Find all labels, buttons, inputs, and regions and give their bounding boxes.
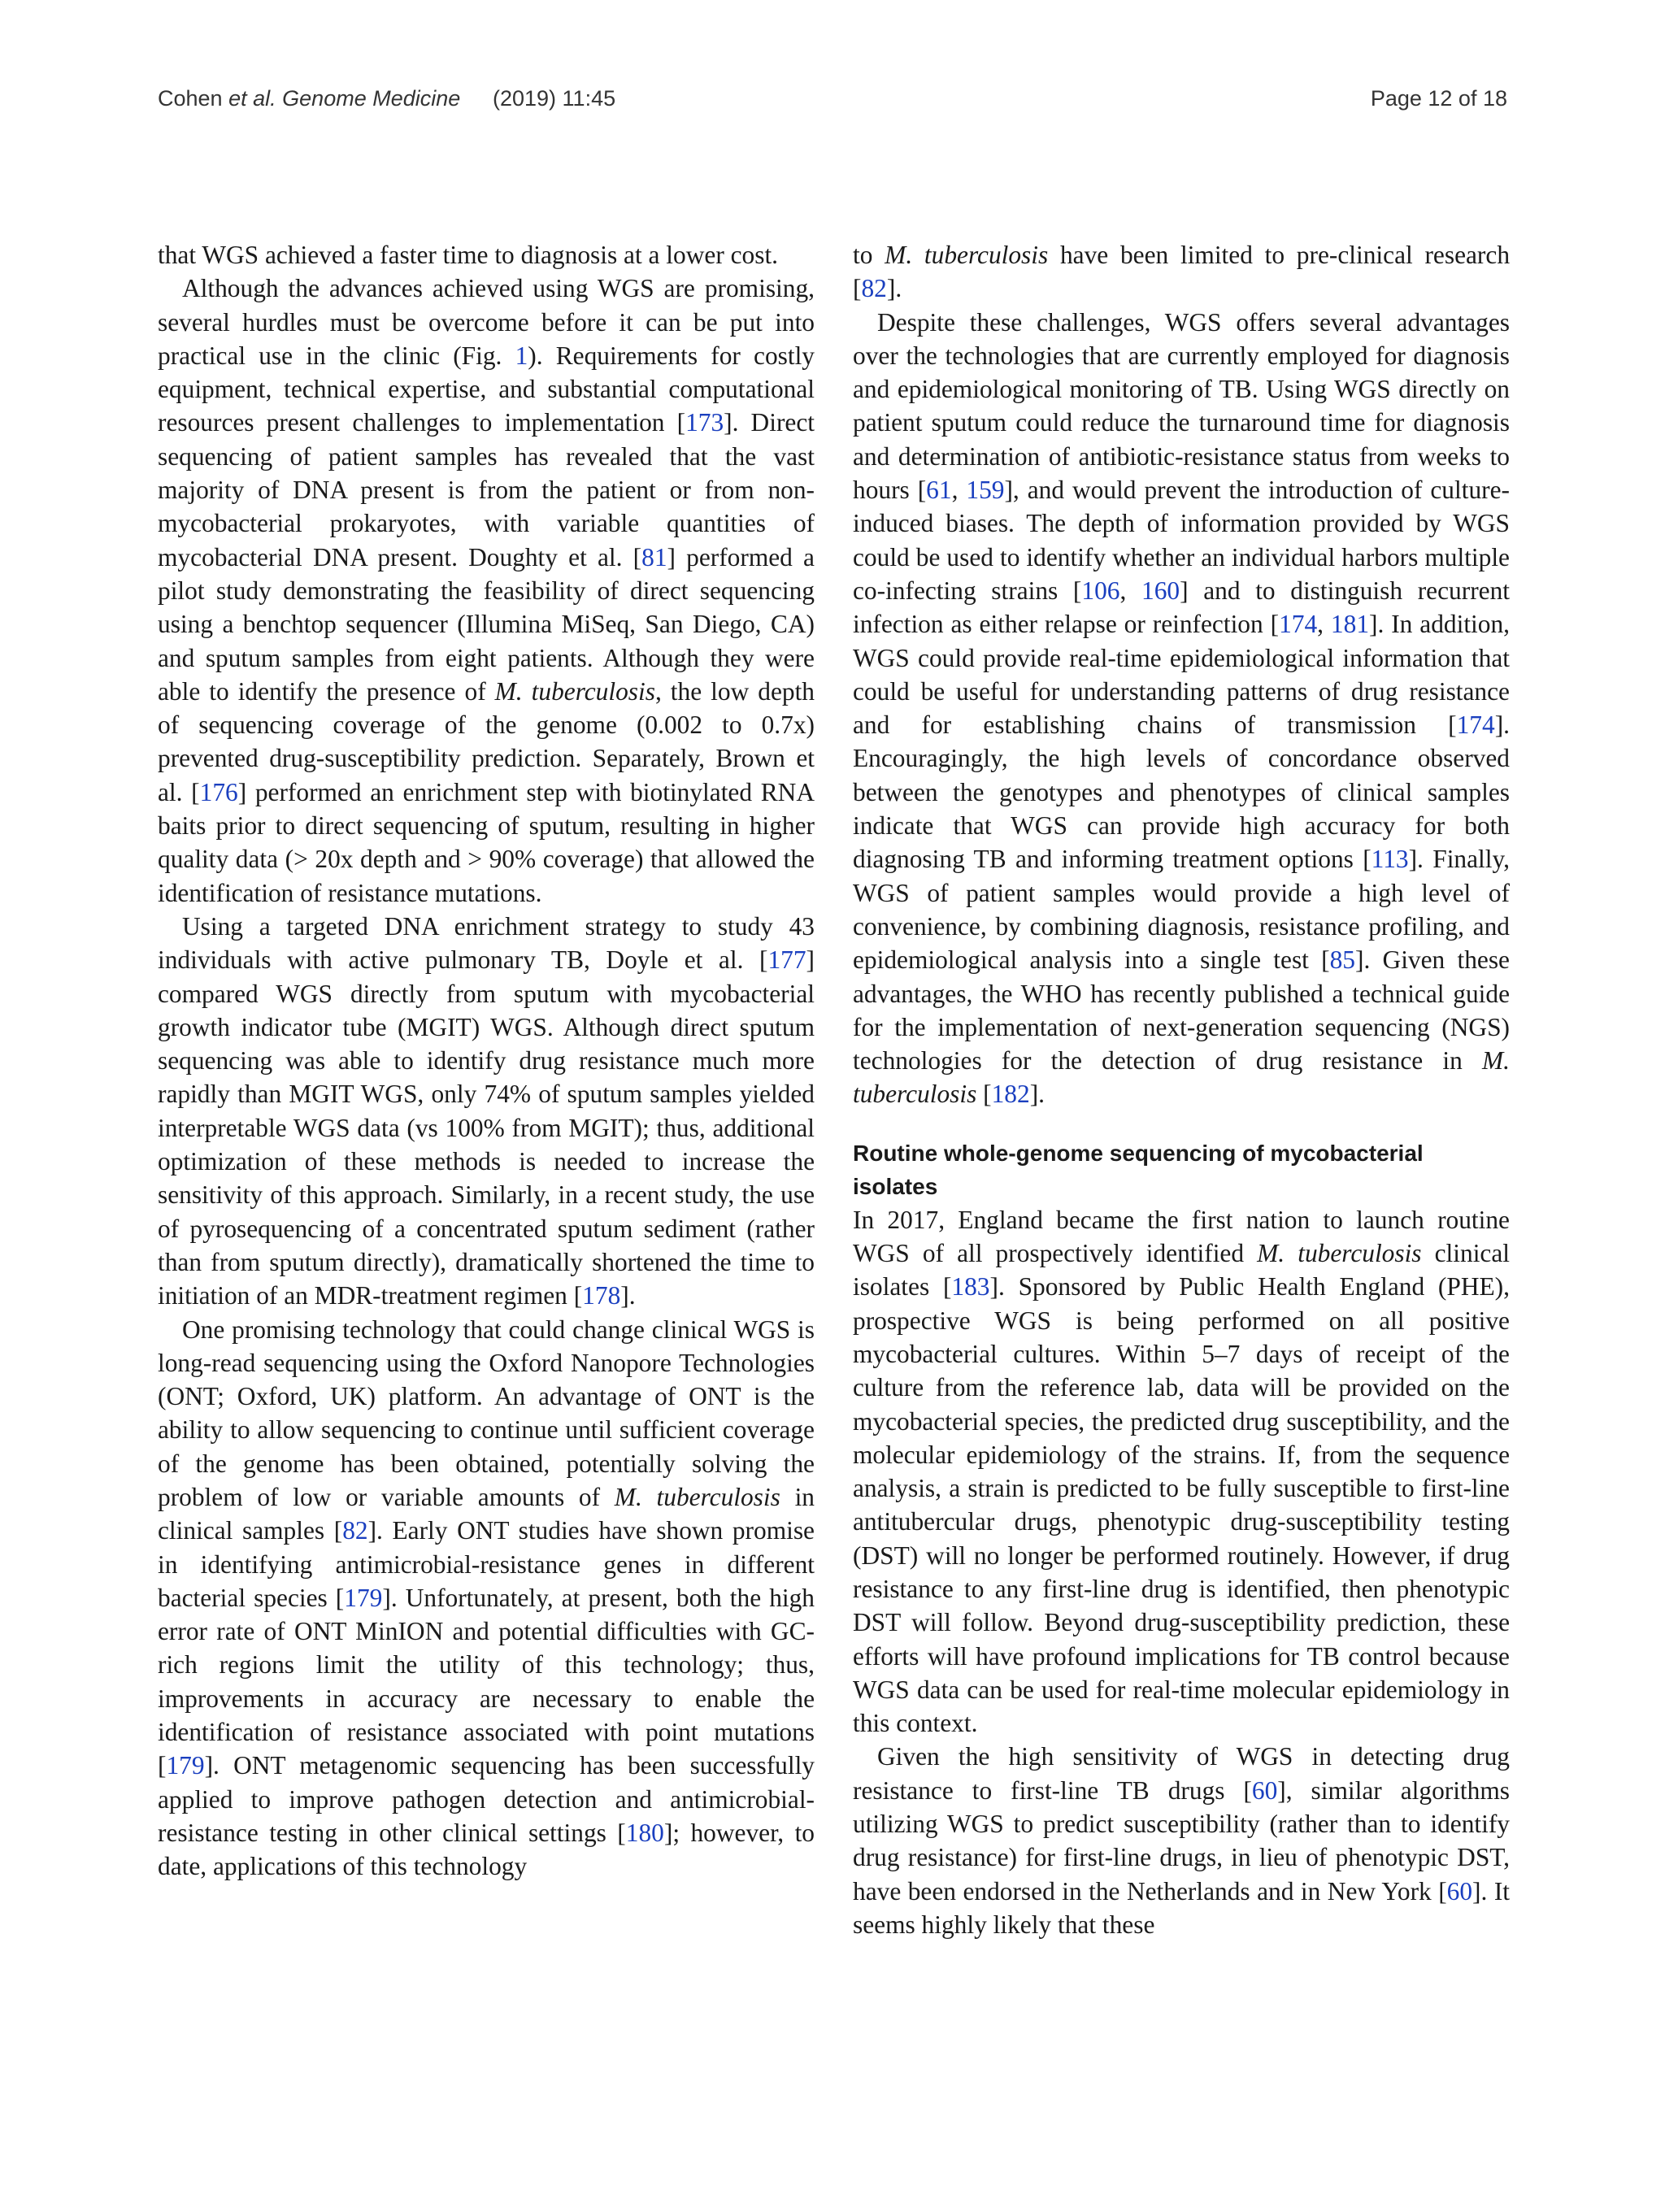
section-heading: Routine whole-genome sequencing of mycobacterial isolates xyxy=(853,1140,1424,1199)
citation-link[interactable]: 173 xyxy=(685,408,724,437)
citation-link[interactable]: 60 xyxy=(1251,1775,1278,1805)
paragraph: that WGS achieved a faster time to diagnosis at a lower cost. xyxy=(158,241,779,269)
header-journal: Genome Medicine xyxy=(282,86,461,111)
citation-link[interactable]: 176 xyxy=(199,777,238,806)
journal-citation xyxy=(158,86,460,111)
paragraph: Although the advances achieved using WGS are promising, several hurdles must be overcome before it can be put into practical use in the clinic (Fig. 1). Requirements for costly equipment, technical expertise, and substantial computational resources present challenges to implementation [173]. Direct sequencing of patient samples has revealed that the vast majority of DNA present is from the patient or from non-mycobacterial prokaryotes, with variable quantities of mycobacterial DNA present. Doughty et al. [81] performed a pilot study demonstrating the feasibility of direct sequencing using a benchtop sequencer (Illumina MiSeq, San Diego, CA) and sputum samples from eight patients. Although they were able to identify the presence of M. tuberculosis, the low depth of sequencing coverage of the genome (0.002 to 0.7x) prevented drug-susceptibility prediction. Separately, Brown et al. [176] performed an enrichment step with biotinylated RNA baits prior to direct sequencing of sputum, resulting in higher quality data (> 20x depth and > 90% coverage) that allowed the identification of resistance mutations. xyxy=(158,274,815,907)
header-authors: Cohen xyxy=(158,86,223,111)
paragraph: Despite these challenges, WGS offers several advantages over the technologies that are currently employed for diagnosis and epidemiological monitoring of TB. Using WGS directly on patient sputum could reduce the turnaround time for diagnosis and determination of antibiotic-resistance status from weeks to hours [61, 159], and would prevent the introduction of culture-induced biases. The depth of information provided by WGS could be used to identify whether an individual harbors multiple co-infecting strains [106, 160] and to distinguish recurrent infection as either relapse or reinfection [174, 181]. In addition, WGS could provide real-time epidemiological information that could be useful for understanding patterns of drug resistance and for establishing chains of transmission [174]. Encouragingly, the high levels of concordance observed between the genotypes and phenotypes of clinical samples indicate that WGS can provide high accuracy for both diagnosing TB and informing treatment options [113]. Finally, WGS of patient samples would provide a high level of convenience, by combining diagnosis, resistance profiling, and epidemiological analysis into a single test [85]. Given these advantages, the WHO has recently published a technical guide for the implementation of next-generation sequencing (NGS) technologies for the detection of drug resistance in M. tuberculosis [182]. xyxy=(853,307,1511,1109)
citation-link[interactable]: 85 xyxy=(1329,945,1355,975)
citation-link[interactable]: 82 xyxy=(861,274,887,303)
paragraph: Given the high sensitivity of WGS in detecting drug resistance to first-line TB drugs [60], similar algorithms utilizing WGS to predict susceptibility (rather than to identify drug resistance) for first-line drugs, in lieu of phenotypic DST, have been endorsed in the Netherlands and in New York [60]. It seems highly likely that these xyxy=(853,1742,1510,1939)
paragraph: to M. tuberculosis have been limited to pre-clinical research [82]. xyxy=(853,241,1511,303)
citation-link[interactable]: 113 xyxy=(1371,845,1409,874)
citation-link[interactable]: 81 xyxy=(641,542,667,571)
citation-link[interactable]: 178 xyxy=(582,1281,621,1310)
citation-link[interactable]: 181 xyxy=(1330,610,1370,639)
figure-link[interactable]: 1 xyxy=(515,341,528,370)
citation-link[interactable]: 180 xyxy=(625,1818,664,1847)
right-column xyxy=(853,238,1510,1941)
header-etal: et al. xyxy=(228,86,276,111)
citation-link[interactable]: 179 xyxy=(344,1583,383,1612)
citation-link[interactable]: 174 xyxy=(1456,711,1495,740)
citation-link[interactable]: 60 xyxy=(1446,1876,1473,1906)
citation-link[interactable]: 174 xyxy=(1279,610,1318,639)
header-year-volume: (2019) 11:45 xyxy=(493,86,616,111)
citation-link[interactable]: 82 xyxy=(342,1516,368,1545)
citation-link[interactable]: 160 xyxy=(1141,576,1180,605)
paragraph: In 2017, England became the first nation to launch routine WGS of all prospectively identified M. tuberculosis clinical isolates [183]. Sponsored by Public Health England (PHE), prospective WGS is being performed on all positive mycobacterial cultures. Within 5–7 days of receipt of the culture from the reference lab, data will be provided on the mycobacterial species, the predicted drug susceptibility, and the molecular epidemiology of the strains. If, from the sequence analysis, a strain is predicted to be fully susceptible to first-line antitubercular drugs, phenotypic drug-susceptibility testing (DST) will no longer be performed routinely. However, if drug resistance to any first-line drug is identified, then phenotypic DST will follow. Beyond drug-susceptibility prediction, these efforts will have profound implications for TB control because WGS data can be used for real-time molecular epidemiology in this context. xyxy=(853,1205,1511,1738)
citation-link[interactable]: 177 xyxy=(767,945,806,975)
citation-link[interactable]: 182 xyxy=(991,1080,1030,1109)
citation-link[interactable]: 106 xyxy=(1081,576,1120,605)
running-header xyxy=(158,86,1507,119)
left-column xyxy=(158,238,815,1884)
paragraph: One promising technology that could change clinical WGS is long-read sequencing using the Oxford Nanopore Technologies (ONT; Oxford, UK) platform. An advantage of ONT is the ability to allow sequencing to continue until sufficient coverage of the genome has been obtained, potentially solving the problem of low or variable amounts of M. tuberculosis in clinical samples [82]. Early ONT studies have shown promise in identifying antimicrobial-resistance genes in different bacterial species [179]. Unfortunately, at present, both the high error rate of ONT MinION and potential difficulties with GC-rich regions limit the utility of this technology; thus, improvements in accuracy are necessary to enable the identification of resistance associated with point mutations [179]. ONT metagenomic sequencing has been successfully applied to improve pathogen detection and antimicrobial-resistance testing in other clinical settings [180]; however, to date, applications of this technology xyxy=(158,1315,815,1881)
citation-link[interactable]: 183 xyxy=(951,1272,990,1302)
paragraph: Using a targeted DNA enrichment strategy to study 43 individuals with active pulmonary TB, Doyle et al. [177] compared WGS directly from sputum with mycobacterial growth indicator tube (MGIT) WGS. Although direct sputum sequencing was able to identify drug resistance much more rapidly than MGIT WGS, only 74% of sputum samples yielded interpretable WGS data (vs 100% from MGIT); thus, additional optimization of these methods is needed to increase the sensitivity of this approach. Similarly, in a recent study, the use of pyrosequencing of a concentrated sputum sediment (rather than from sputum directly), dramatically shortened the time to initiation of an MDR-treatment regimen [178]. xyxy=(158,911,815,1310)
citation-link[interactable]: 61 xyxy=(926,476,952,505)
citation-link[interactable]: 159 xyxy=(966,476,1005,505)
citation-link[interactable]: 179 xyxy=(166,1751,205,1780)
page-number: Page 12 of 18 xyxy=(1370,86,1507,111)
